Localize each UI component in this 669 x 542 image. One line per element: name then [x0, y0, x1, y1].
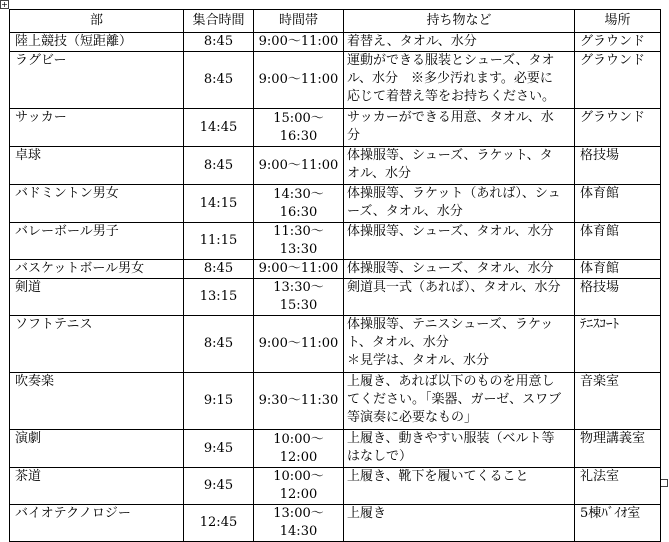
time-slot-cell: 9:30～11:30: [254, 373, 344, 430]
club-name-cell: 吹奏楽: [10, 373, 184, 430]
items-line: ーズ、タオル、水分: [347, 204, 463, 219]
time-slot-cell: 13:00～14:30: [254, 505, 344, 542]
items-line: オル、水分: [347, 166, 411, 181]
club-name-cell: バレーボール男子: [10, 223, 184, 260]
time-slot-cell: 15:00～16:30: [254, 109, 344, 147]
gather-time-cell: 9:45: [184, 468, 254, 505]
items-line: ト、タオル、水分: [347, 335, 449, 350]
club-name-cell: 剣道: [10, 279, 184, 316]
items-line: 応じて着替え等をお持ちください。: [347, 89, 556, 104]
place-cell: グラウンド: [575, 33, 661, 52]
club-name-cell: 卓球: [10, 147, 184, 185]
time-slot-cell: 9:00～11:00: [254, 52, 344, 109]
items-line: 体操服等、ラケット（あれば）、シュ: [347, 186, 561, 201]
place-cell: 5棟ﾊﾞｲｵ室: [575, 505, 661, 542]
items-line: 上履き: [347, 506, 387, 521]
table-row: [10, 316, 661, 373]
items-line: 等演奏に必要なもの」: [347, 410, 478, 425]
gather-time-cell: 12:45: [184, 505, 254, 542]
place-cell: 格技場: [575, 279, 661, 316]
table-row: [10, 223, 661, 260]
club-name-cell: バイオテクノロジー: [10, 505, 184, 542]
gather-time-cell: 9:15: [184, 373, 254, 430]
club-name-cell: 陸上競技（短距離）: [10, 33, 184, 52]
table-row: [10, 260, 661, 279]
items-line: 着替え、タオル、水分: [347, 34, 477, 49]
gather-time-cell: 8:45: [184, 147, 254, 185]
items-line: ル、水分 ※多少汚れます。必要に: [347, 71, 553, 86]
items-cell: [344, 468, 575, 505]
header-items: 持ち物など: [344, 10, 575, 33]
table-row: [10, 109, 661, 147]
table-row: [10, 505, 661, 542]
time-slot-cell: 10:00～12:00: [254, 468, 344, 505]
items-cell: [344, 52, 575, 109]
place-cell: グラウンド: [575, 52, 661, 109]
items-cell: [344, 33, 575, 52]
table-row: [10, 279, 661, 316]
time-slot-cell: 9:00～11:00: [254, 33, 344, 52]
place-cell: グラウンド: [575, 109, 661, 147]
gather-time-cell: 9:45: [184, 430, 254, 468]
gather-time-cell: 8:45: [184, 316, 254, 373]
items-cell: [344, 109, 575, 147]
time-slot-cell: 9:00～11:00: [254, 316, 344, 373]
items-line: 上履き、動きやすい服装（ベルト等: [347, 431, 555, 446]
gather-time-cell: 8:45: [184, 52, 254, 109]
table-row: [10, 430, 661, 468]
table-move-handle-icon[interactable]: +: [1, 0, 8, 9]
time-slot-cell: 10:00～12:00: [254, 430, 344, 468]
club-name-cell: 茶道: [10, 468, 184, 505]
items-cell: [344, 223, 575, 260]
items-line: サッカーができる用意、タオル、水: [347, 110, 554, 125]
items-cell: [344, 185, 575, 223]
place-cell: ﾃﾆｽｺｰﾄ: [575, 316, 661, 373]
header-gather-time: 集合時間: [184, 10, 254, 33]
time-slot-cell: 14:30～16:30: [254, 185, 344, 223]
items-cell: [344, 505, 575, 542]
header-place: 場所: [575, 10, 661, 33]
table-resize-handle-icon[interactable]: [660, 479, 668, 487]
items-line: ＊見学は、タオル、水分: [347, 353, 489, 368]
club-name-cell: ソフトテニス: [10, 316, 184, 373]
items-cell: [344, 279, 575, 316]
items-line: 体操服等、シューズ、タオル、水分: [347, 261, 554, 276]
items-line: 体操服等、シューズ、タオル、水分: [347, 224, 554, 239]
items-line: 体操服等、シューズ、ラケット、タ: [347, 148, 553, 163]
gather-time-cell: 14:45: [184, 109, 254, 147]
place-cell: 物理講義室: [575, 430, 661, 468]
gather-time-cell: 11:15: [184, 223, 254, 260]
club-name-cell: バスケットボール男女: [10, 260, 184, 279]
header-time-slot: 時間帯: [254, 10, 344, 33]
table-row: [10, 147, 661, 185]
items-cell: [344, 430, 575, 468]
table-row: [10, 468, 661, 505]
header-club: 部: [10, 10, 184, 33]
club-name-cell: ラグビー: [10, 52, 184, 109]
items-line: 剣道具一式（あれば）、タオル、水分: [347, 280, 561, 295]
items-line: 運動ができる服装とシューズ、タオ: [347, 53, 555, 68]
place-cell: 音楽室: [575, 373, 661, 430]
time-slot-cell: 9:00～11:00: [254, 147, 344, 185]
place-cell: 体育館: [575, 260, 661, 279]
table-row: [10, 33, 661, 52]
items-line: 分: [347, 128, 361, 143]
gather-time-cell: 8:45: [184, 260, 254, 279]
club-name-cell: サッカー: [10, 109, 184, 147]
table-row: [10, 185, 661, 223]
items-cell: [344, 316, 575, 373]
gather-time-cell: 13:15: [184, 279, 254, 316]
club-schedule-table: [9, 9, 661, 542]
items-cell: [344, 147, 575, 185]
gather-time-cell: 14:15: [184, 185, 254, 223]
place-cell: 礼法室: [575, 468, 661, 505]
place-cell: 格技場: [575, 147, 661, 185]
items-cell: [344, 373, 575, 430]
items-line: はなしで）: [347, 449, 413, 464]
header-row: [10, 10, 661, 33]
club-name-cell: バドミントン男女: [10, 185, 184, 223]
items-line: 上履き、あれば以下のものを用意し: [347, 374, 555, 389]
items-line: てください。「楽器、ガーゼ、スワブ: [347, 392, 562, 407]
gather-time-cell: 8:45: [184, 33, 254, 52]
table-row: [10, 373, 661, 430]
table-row: [10, 52, 661, 109]
time-slot-cell: 9:00～11:00: [254, 260, 344, 279]
club-name-cell: 演劇: [10, 430, 184, 468]
time-slot-cell: 13:30～15:30: [254, 279, 344, 316]
time-slot-cell: 11:30～13:30: [254, 223, 344, 260]
items-line: 上履き、靴下を履いてくること: [347, 469, 529, 484]
place-cell: 体育館: [575, 223, 661, 260]
place-cell: 体育館: [575, 185, 661, 223]
items-cell: [344, 260, 575, 279]
items-line: 体操服等、テニスシューズ、ラケッ: [347, 317, 554, 332]
